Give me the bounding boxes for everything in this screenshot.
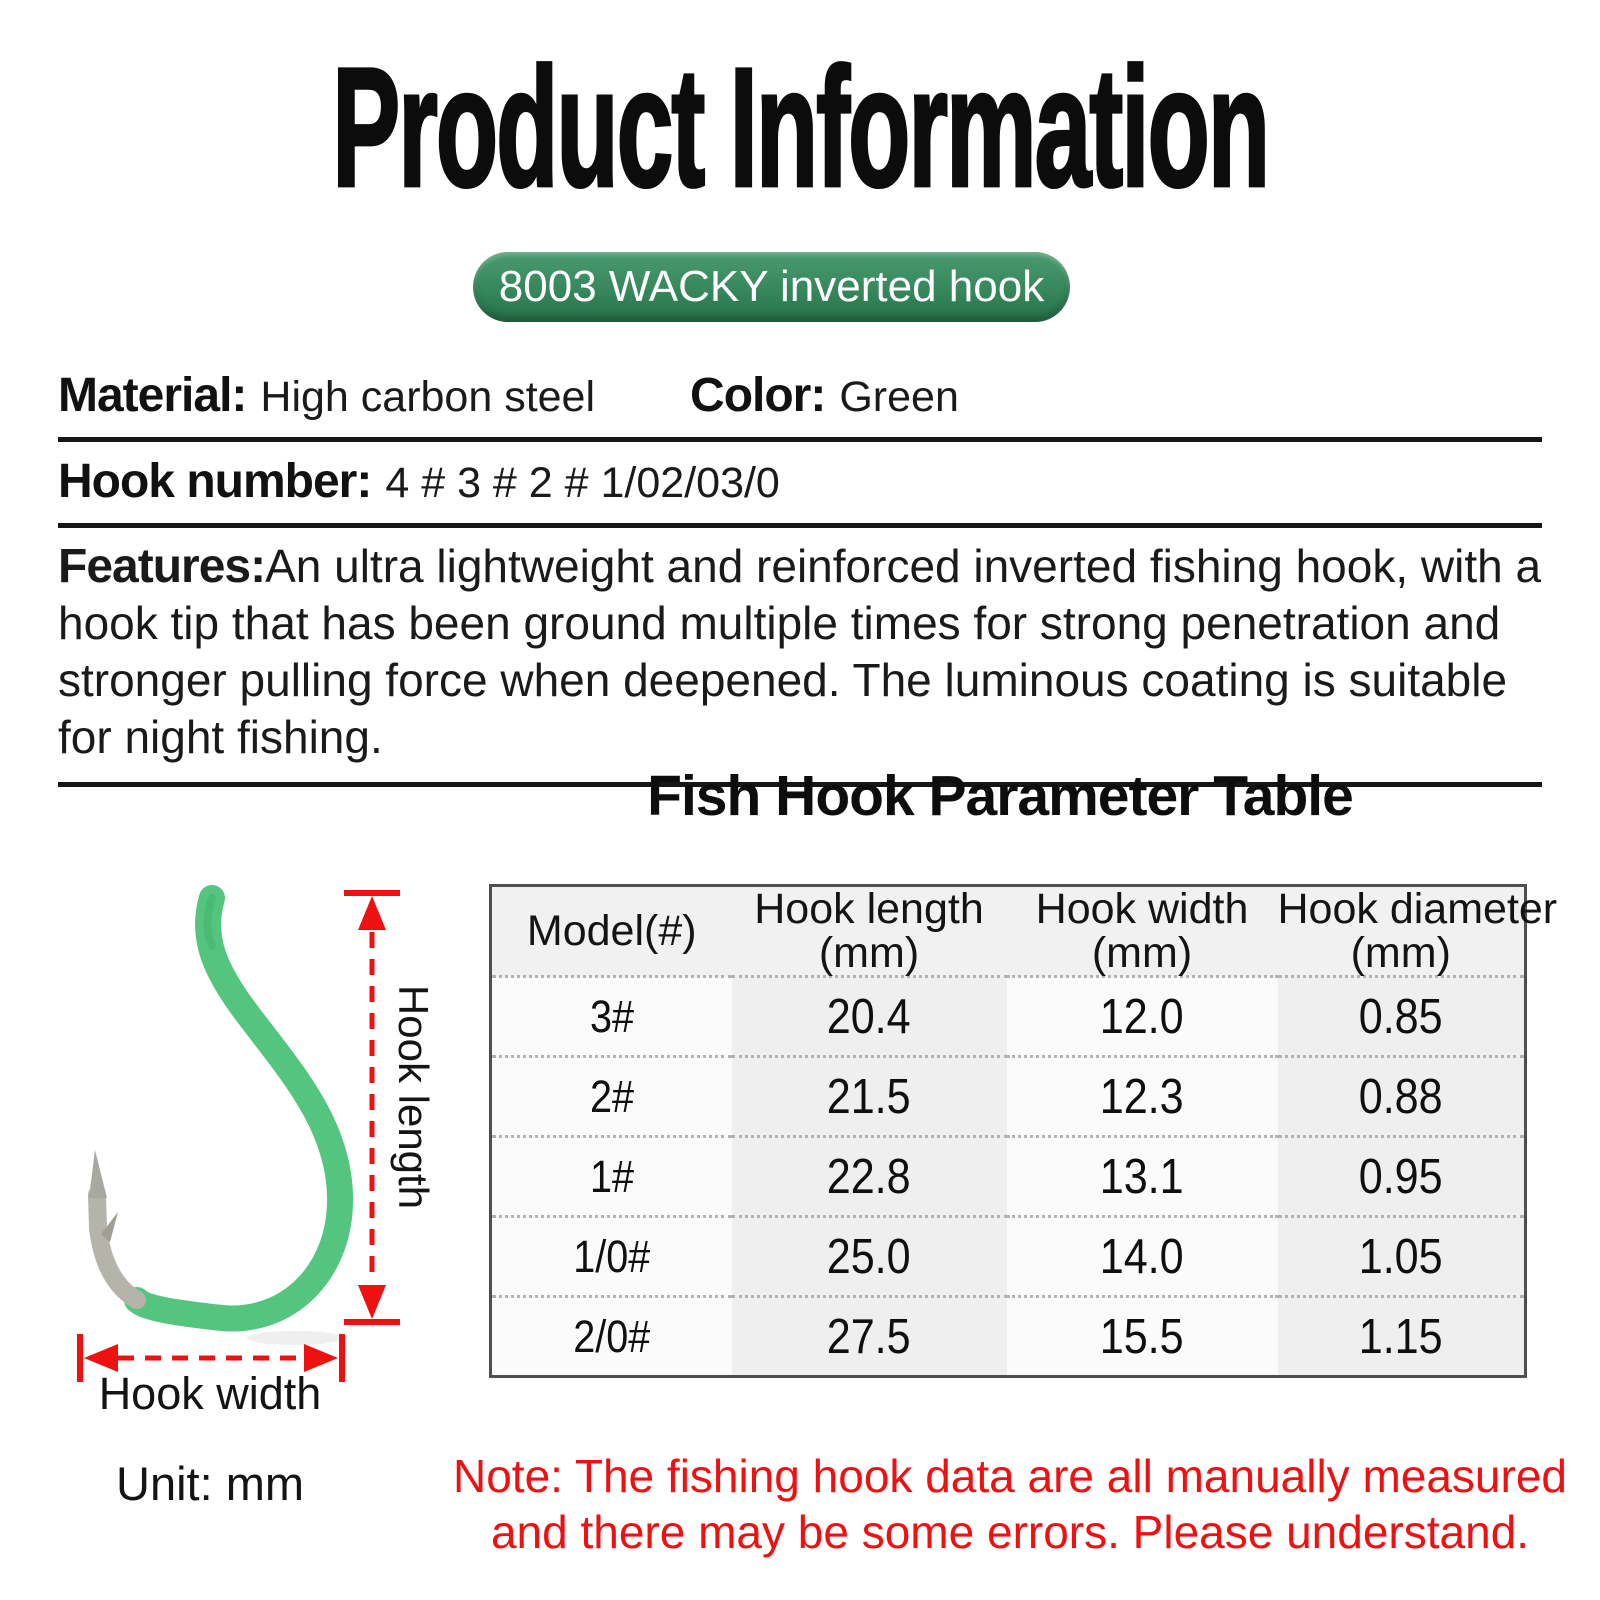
cell-model: 3#: [589, 990, 634, 1042]
length-down-arrow: [358, 1285, 386, 1319]
cell-width: 15.5: [1100, 1309, 1184, 1364]
spec-section: [58, 352, 1542, 787]
cell-model: 2/0#: [573, 1310, 651, 1362]
material-value: High carbon steel: [260, 373, 596, 421]
table-row: [491, 977, 1526, 1057]
table-header-row: [491, 886, 1526, 977]
cell-diameter: 0.88: [1358, 1069, 1443, 1124]
table-row: [491, 1137, 1526, 1217]
hook-number-value: 4 # 3 # 2 # 1/02/03/0: [385, 459, 780, 507]
note-line-2: and there may be some errors. Please understand.: [490, 1506, 1530, 1558]
col-header-hook-length: Hook length (mm): [732, 886, 1007, 977]
col-header-hook-diameter: Hook diameter (mm): [1277, 885, 1558, 977]
note-line-1: Note: The fishing hook data are all manually measured: [452, 1450, 1568, 1502]
material-label: Material:: [58, 369, 247, 422]
cell-length: 21.5: [827, 1069, 911, 1124]
cell-width: 14.0: [1100, 1229, 1184, 1284]
hook-width-label: Hook width: [98, 1368, 322, 1419]
cell-diameter: 1.15: [1358, 1309, 1443, 1364]
hook-point-tip: [89, 1150, 107, 1198]
table-row: [491, 1057, 1526, 1137]
cell-model: 1/0#: [573, 1230, 651, 1282]
features-paragraph: [58, 528, 1542, 787]
page-title: [0, 30, 1600, 225]
model-badge: [473, 252, 1070, 322]
col-header-model: Model(#): [491, 886, 732, 977]
cell-length: 20.4: [827, 989, 911, 1044]
unit-label: Unit: mm: [116, 1457, 304, 1510]
hook-shadow: [247, 1331, 343, 1345]
cell-length: 27.5: [827, 1309, 911, 1364]
material-color-row: [58, 352, 1542, 442]
cell-width: 13.1: [1100, 1149, 1184, 1204]
cell-length: 25.0: [827, 1229, 911, 1284]
table-row: [491, 1217, 1526, 1297]
hook-eye-crease: [208, 898, 213, 946]
hook-graphic: [89, 898, 340, 1318]
cell-model: 1#: [589, 1150, 634, 1202]
hook-point-shank: [97, 1195, 137, 1300]
note-text: [420, 1448, 1600, 1560]
color-value: Green: [839, 373, 959, 421]
cell-diameter: 0.85: [1358, 989, 1443, 1044]
features-text: An ultra lightweight and reinforced inverted fishing hook, with a hook tip that has been ground multiple times for strong penetration and stronger pulling force when deepened. The luminous coating is suitable for night fishing.: [58, 540, 1542, 763]
page-title-text: Product Information: [332, 32, 1268, 222]
hook-number-row: [58, 442, 1542, 528]
table-title: Fish Hook Parameter Table: [647, 764, 1353, 828]
table-row: [491, 1297, 1526, 1377]
model-badge-label: 8003 WACKY inverted hook: [498, 262, 1045, 311]
cell-width: 12.0: [1100, 989, 1184, 1044]
features-label: Features:: [58, 540, 266, 593]
hook-body: [137, 898, 340, 1318]
cell-diameter: 1.05: [1358, 1229, 1443, 1284]
hook-length-label: Hook length: [390, 984, 437, 1210]
cell-model: 2#: [589, 1070, 634, 1122]
hook-diagram: [40, 860, 470, 1420]
length-up-arrow: [358, 896, 386, 930]
cell-width: 12.3: [1100, 1069, 1184, 1124]
cell-length: 22.8: [827, 1149, 911, 1204]
cell-diameter: 0.95: [1358, 1149, 1443, 1204]
hook-number-label: Hook number:: [58, 455, 372, 508]
color-label: Color:: [690, 369, 826, 422]
col-header-hook-width: Hook width (mm): [1007, 886, 1278, 977]
parameter-table: [489, 884, 1558, 1378]
